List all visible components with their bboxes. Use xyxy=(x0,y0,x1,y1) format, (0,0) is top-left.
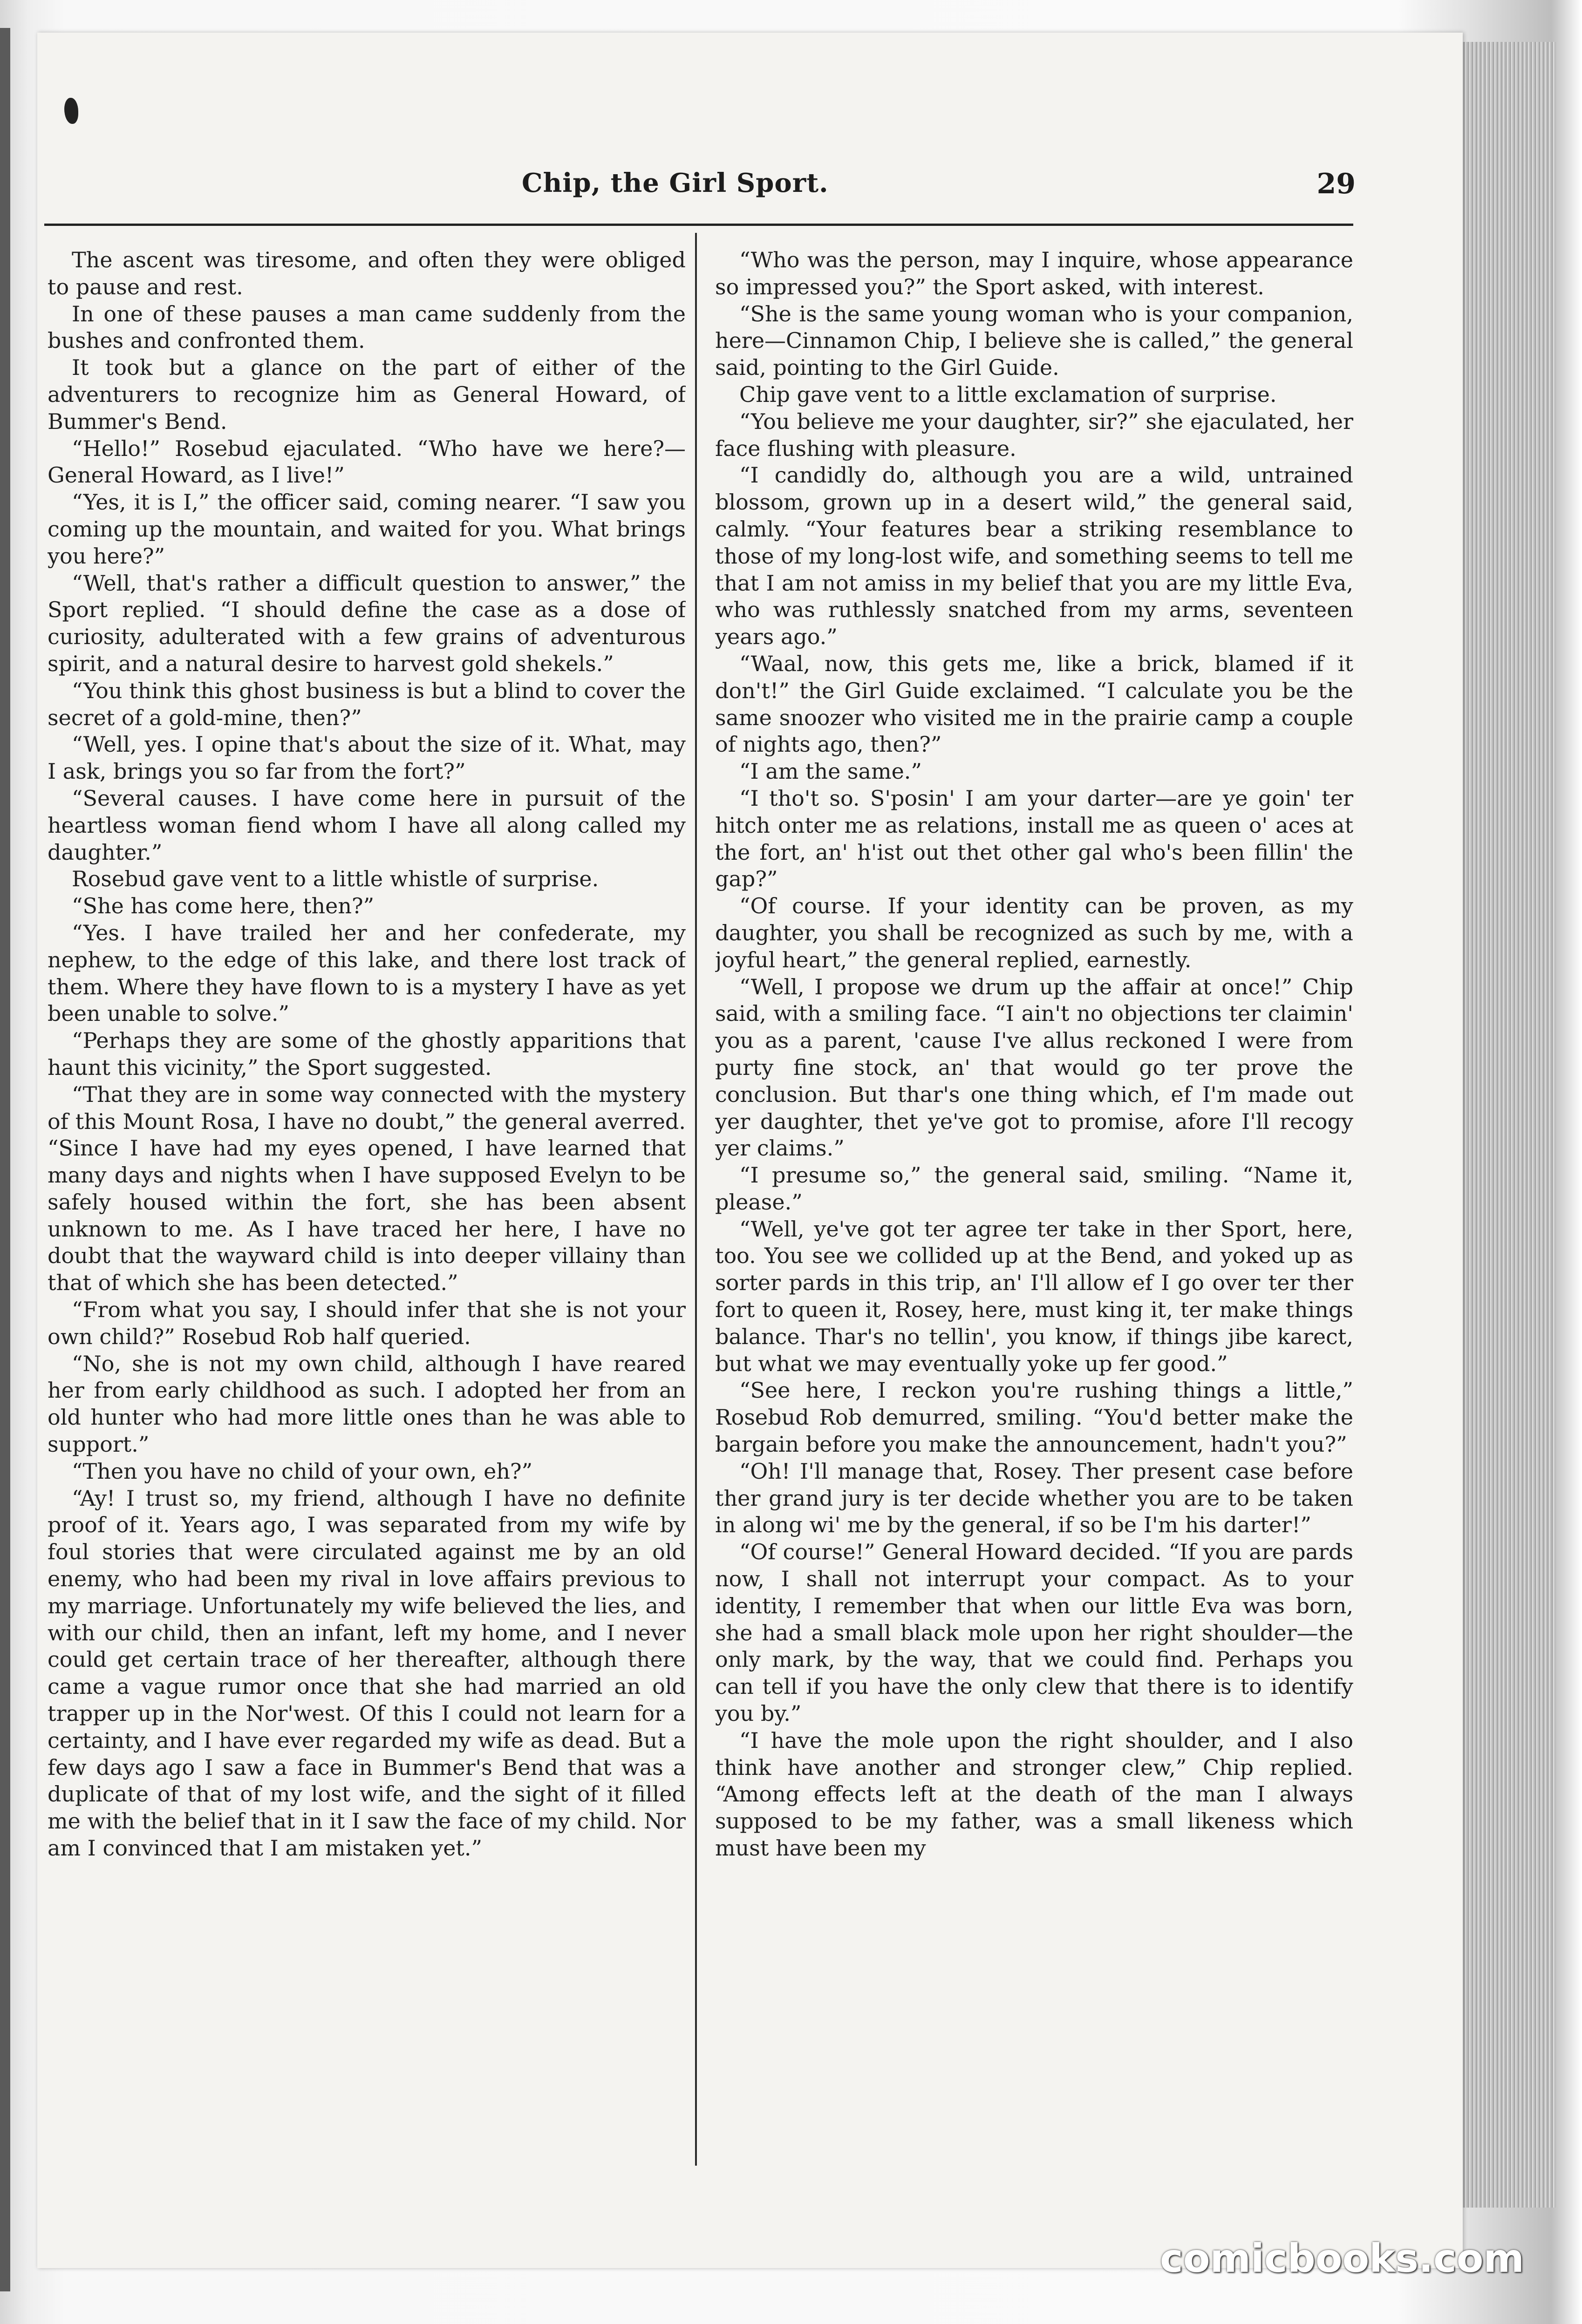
paragraph: “I am the same.” xyxy=(739,759,922,784)
page-number: 29 xyxy=(1316,168,1356,200)
paragraph: “Well, I propose we drum up the affair at once!” Chip said, with a smiling face. “I ain't no objections ter claimin' you as a parent, 'cause I've allus reckoned I were from purty fine stock, an' that would go ter prove the conclusion. But thar's one thing which, ef I'm made out yer daughter, thet ye've got to promise, afore I'll recogy yer claims.” xyxy=(715,974,1353,1161)
page-stack-edges xyxy=(1463,42,1556,2208)
paragraph: “Yes, it is I,” the officer said, coming nearer. “I saw you coming up the mountain, and waited for you. What brings you here?” xyxy=(48,489,686,569)
page-header xyxy=(522,168,1356,214)
paragraph: It took but a glance on the part of either of the adventurers to recognize him as General Howard, of Bummer's Bend. xyxy=(48,355,686,434)
right-column xyxy=(715,247,1353,2156)
paragraph: “Several causes. I have come here in pursuit of the heartless woman fiend whom I have all along called my daughter.” xyxy=(48,785,686,865)
paragraph: “From what you say, I should infer that she is not your own child?” Rosebud Rob half queried. xyxy=(48,1297,686,1349)
paragraph: “I presume so,” the general said, smiling. “Name it, please.” xyxy=(715,1162,1353,1215)
paragraph: “Who was the person, may I inquire, whose appearance so impressed you?” the Sport asked, with interest. xyxy=(715,247,1353,299)
paragraph: “Of course!” General Howard decided. “If you are pards now, I shall not interrupt your compact. As to your identity, I remember that when our little Eva was born, she had a small black mole upon her right shoulder—the only mark, by the way, that we could find. Perhaps you can tell if you have the only clew that there is to identify you by.” xyxy=(715,1539,1353,1726)
paragraph: Chip gave vent to a little exclamation of surprise. xyxy=(739,381,1277,407)
paragraph: “Well, ye've got ter agree ter take in ther Sport, here, too. You see we collided up at the Bend, and yoked up as sorter pards in this trip, an' I'll allow ef I go over ter ther fort to queen it, Rosey, here, must king it, ter make things balance. Thar's no tellin', you know, if things jibe karect, but what we may eventually yoke up fer good.” xyxy=(715,1216,1353,1376)
paragraph: “Well, yes. I opine that's about the size of it. What, may I ask, brings you so far from the fort?” xyxy=(48,732,686,784)
book-binding-edge xyxy=(0,28,10,2291)
paragraph: “Of course. If your identity can be proven, as my daughter, you shall be recognized as such by me, with a joyful heart,” the general replied, earnestly. xyxy=(715,893,1353,972)
paragraph: “Then you have no child of your own, eh?” xyxy=(72,1458,533,1484)
paragraph: “Yes. I have trailed her and her confederate, my nephew, to the edge of this lake, and there lost track of them. Where they have flown to is a mystery I have as yet been unable to solve.” xyxy=(48,920,686,1026)
running-title: Chip, the Girl Sport. xyxy=(522,168,829,198)
left-column xyxy=(48,247,686,2156)
column-divider xyxy=(695,233,697,2166)
paragraph: “No, she is not my own child, although I have reared her from early childhood as such. I adopted her from an old hunter who had more little ones than he was able to support.” xyxy=(48,1351,686,1457)
paragraph: “Ay! I trust so, my friend, although I have no definite proof of it. Years ago, I was separated from my wife by foul stories that were circulated against me by an old enemy, who had been my rival in love affairs previous to my marriage. Unfortunately my wife believed the lies, and with our child, then an infant, left my home, and I never could get certain trace of her thereafter, although there came a vague rumor once that she had married an old trapper up in the Nor'west. Of this I could not learn for a certainty, and I have ever regarded my wife as dead. But a few days ago I saw a face in Bummer's Bend that was a duplicate of that of my lost wife, and the sight of it filled me with the belief that in it I saw the face of my child. Nor am I convinced that I am mistaken yet.” xyxy=(48,1485,686,1861)
paragraph: “I tho't so. S'posin' I am your darter—are ye goin' ter hitch onter me as relations, install me as queen o' aces at the fort, an' h'ist out thet other gal who's been fillin' the gap?” xyxy=(715,785,1353,892)
paragraph: “Well, that's rather a difficult question to answer,” the Sport replied. “I should define the case as a dose of curiosity, adulterated with a few grains of adventurous spirit, and a natural desire to harvest gold shekels.” xyxy=(48,570,686,676)
header-rule xyxy=(44,224,1353,226)
paragraph: In one of these pauses a man came suddenly from the bushes and confronted them. xyxy=(48,301,686,353)
paragraph: Rosebud gave vent to a little whistle of surprise. xyxy=(72,866,599,892)
paragraph: “Oh! I'll manage that, Rosey. Ther present case before ther grand jury is ter decide whether you are to be taken in along wi' me by the general, if so be I'm his darter!” xyxy=(715,1458,1353,1538)
paragraph: “I candidly do, although you are a wild, untrained blossom, grown up in a desert wild,” the general said, calmly. “Your features bear a striking resemblance to those of my long-lost wife, and something seems to tell me that I am not amiss in my belief that you are my little Eva, who was ruthlessly snatched from my arms, seventeen years ago.” xyxy=(715,462,1353,650)
paragraph: “You think this ghost business is but a blind to cover the secret of a gold-mine, then?” xyxy=(48,678,686,730)
paragraph: “Perhaps they are some of the ghostly apparitions that haunt this vicinity,” the Sport suggested. xyxy=(48,1028,686,1080)
paragraph: “See here, I reckon you're rushing things a little,” Rosebud Rob demurred, smiling. “You'd better make the bargain before you make the announcement, hadn't you?” xyxy=(715,1378,1353,1457)
watermark: comicbooks.com xyxy=(1160,2236,1524,2281)
paragraph: “Waal, now, this gets me, like a brick, blamed if it don't!” the Girl Guide exclaimed. “I calculate you be the same snoozer who visited me in the prairie camp a couple of nights ago, then?” xyxy=(715,651,1353,757)
paragraph: “She has come here, then?” xyxy=(72,893,375,919)
paragraph: “She is the same young woman who is your companion, here—Cinnamon Chip, I believe she is called,” the general said, pointing to the Girl Guide. xyxy=(715,301,1353,381)
paragraph: The ascent was tiresome, and often they were obliged to pause and rest. xyxy=(48,247,686,299)
paragraph: “You believe me your daughter, sir?” she ejaculated, her face flushing with pleasure. xyxy=(715,408,1353,461)
paragraph: “Hello!” Rosebud ejaculated. “Who have we here?—General Howard, as I live!” xyxy=(48,435,686,488)
paragraph: “I have the mole upon the right shoulder, and I also think have another and stronger clew,” Chip replied. “Among effects left at the death of the man I always supposed to be my father, was a small likeness which must have been my xyxy=(715,1727,1353,1861)
paragraph: “That they are in some way connected with the mystery of this Mount Rosa, I have no doubt,” the general averred. “Since I have had my eyes opened, I have learned that many days and nights when I have supposed Evelyn to be safely housed within the fort, she has been absent unknown to me. As I have traced her here, I have no doubt that the wayward child is into deeper villainy than that of which she has been detected.” xyxy=(48,1081,686,1296)
